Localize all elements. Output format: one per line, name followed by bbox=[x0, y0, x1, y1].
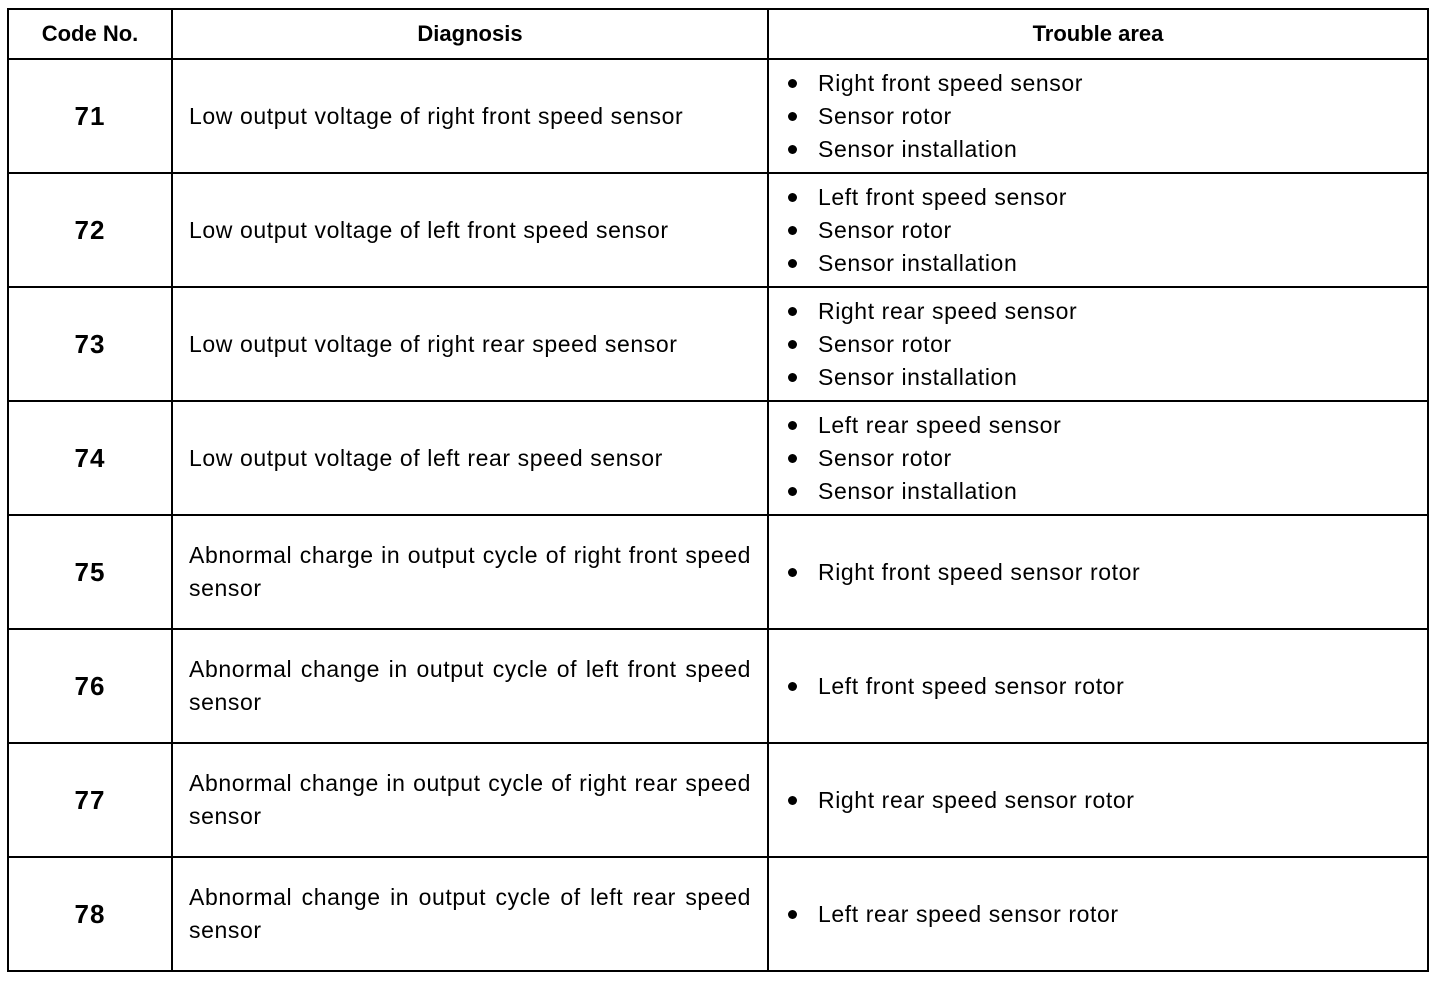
bullet-icon bbox=[788, 226, 797, 235]
trouble-area-item-text: Left front speed sensor rotor bbox=[818, 672, 1125, 699]
bullet-icon bbox=[788, 79, 797, 88]
code-column-header: Code No. bbox=[8, 9, 172, 59]
list-item bbox=[785, 133, 1427, 166]
list-item bbox=[785, 898, 1427, 931]
trouble-area-item-text: Sensor installation bbox=[818, 477, 1018, 504]
trouble-area-item-text: Right rear speed sensor rotor bbox=[818, 786, 1135, 813]
list-item bbox=[785, 67, 1427, 100]
bullet-icon bbox=[788, 796, 797, 805]
list-item bbox=[785, 247, 1427, 280]
trouble-area-list bbox=[785, 784, 1427, 817]
list-item bbox=[785, 784, 1427, 817]
trouble-area-item-text: Sensor installation bbox=[818, 135, 1018, 162]
bullet-icon bbox=[788, 910, 797, 919]
list-item bbox=[785, 475, 1427, 508]
code-cell: 73 bbox=[8, 287, 172, 401]
trouble-area-list bbox=[785, 181, 1427, 280]
trouble-area-cell bbox=[768, 59, 1428, 173]
list-item bbox=[785, 361, 1427, 394]
trouble-area-list bbox=[785, 409, 1427, 508]
code-cell: 72 bbox=[8, 173, 172, 287]
trouble-area-column-header: Trouble area bbox=[768, 9, 1428, 59]
table-row bbox=[8, 743, 1428, 857]
trouble-area-cell bbox=[768, 857, 1428, 971]
list-item bbox=[785, 442, 1427, 475]
diagnosis-cell: Abnormal change in output cycle of left front speed sensor bbox=[172, 629, 768, 743]
diagnosis-cell: Low output voltage of right rear speed sensor bbox=[172, 287, 768, 401]
trouble-area-item-text: Sensor rotor bbox=[818, 216, 952, 243]
diagnosis-cell: Low output voltage of right front speed sensor bbox=[172, 59, 768, 173]
trouble-area-list bbox=[785, 670, 1427, 703]
trouble-area-item-text: Sensor rotor bbox=[818, 444, 952, 471]
bullet-icon bbox=[788, 145, 797, 154]
table-body bbox=[8, 59, 1428, 971]
diagnosis-cell: Low output voltage of left rear speed sensor bbox=[172, 401, 768, 515]
table-row bbox=[8, 173, 1428, 287]
trouble-area-item-text: Right front speed sensor rotor bbox=[818, 558, 1141, 585]
trouble-area-cell bbox=[768, 629, 1428, 743]
list-item bbox=[785, 214, 1427, 247]
bullet-icon bbox=[788, 259, 797, 268]
bullet-icon bbox=[788, 682, 797, 691]
table-row bbox=[8, 59, 1428, 173]
bullet-icon bbox=[788, 487, 797, 496]
diagnosis-cell: Low output voltage of left front speed sensor bbox=[172, 173, 768, 287]
bullet-icon bbox=[788, 307, 797, 316]
diagnosis-cell: Abnormal charge in output cycle of right front speed sensor bbox=[172, 515, 768, 629]
code-cell: 75 bbox=[8, 515, 172, 629]
bullet-icon bbox=[788, 421, 797, 430]
code-cell: 74 bbox=[8, 401, 172, 515]
table-row bbox=[8, 515, 1428, 629]
trouble-area-cell bbox=[768, 287, 1428, 401]
diagnosis-column-header: Diagnosis bbox=[172, 9, 768, 59]
code-cell: 78 bbox=[8, 857, 172, 971]
list-item bbox=[785, 181, 1427, 214]
table-header-row bbox=[8, 9, 1428, 59]
trouble-area-item-text: Right front speed sensor bbox=[818, 69, 1083, 96]
trouble-area-cell bbox=[768, 515, 1428, 629]
trouble-area-item-text: Left rear speed sensor bbox=[818, 411, 1062, 438]
table-row bbox=[8, 287, 1428, 401]
table-row bbox=[8, 857, 1428, 971]
bullet-icon bbox=[788, 112, 797, 121]
list-item bbox=[785, 100, 1427, 133]
trouble-area-item-text: Sensor rotor bbox=[818, 102, 952, 129]
trouble-area-cell bbox=[768, 401, 1428, 515]
list-item bbox=[785, 295, 1427, 328]
code-cell: 76 bbox=[8, 629, 172, 743]
trouble-area-cell bbox=[768, 743, 1428, 857]
bullet-icon bbox=[788, 454, 797, 463]
trouble-area-list bbox=[785, 898, 1427, 931]
diagnostic-code-table bbox=[7, 8, 1429, 972]
bullet-icon bbox=[788, 568, 797, 577]
list-item bbox=[785, 328, 1427, 361]
trouble-area-item-text: Left rear speed sensor rotor bbox=[818, 900, 1119, 927]
table-row bbox=[8, 629, 1428, 743]
trouble-area-item-text: Right rear speed sensor bbox=[818, 297, 1078, 324]
trouble-area-item-text: Sensor rotor bbox=[818, 330, 952, 357]
code-cell: 77 bbox=[8, 743, 172, 857]
trouble-area-item-text: Left front speed sensor bbox=[818, 183, 1068, 210]
trouble-area-item-text: Sensor installation bbox=[818, 249, 1018, 276]
trouble-area-list bbox=[785, 556, 1427, 589]
table-row bbox=[8, 401, 1428, 515]
list-item bbox=[785, 556, 1427, 589]
list-item bbox=[785, 670, 1427, 703]
trouble-area-list bbox=[785, 295, 1427, 394]
bullet-icon bbox=[788, 340, 797, 349]
code-cell: 71 bbox=[8, 59, 172, 173]
bullet-icon bbox=[788, 193, 797, 202]
bullet-icon bbox=[788, 373, 797, 382]
list-item bbox=[785, 409, 1427, 442]
diagnosis-cell: Abnormal change in output cycle of left rear speed sensor bbox=[172, 857, 768, 971]
trouble-area-list bbox=[785, 67, 1427, 166]
diagnosis-cell: Abnormal change in output cycle of right rear speed sensor bbox=[172, 743, 768, 857]
trouble-area-item-text: Sensor installation bbox=[818, 363, 1018, 390]
trouble-area-cell bbox=[768, 173, 1428, 287]
